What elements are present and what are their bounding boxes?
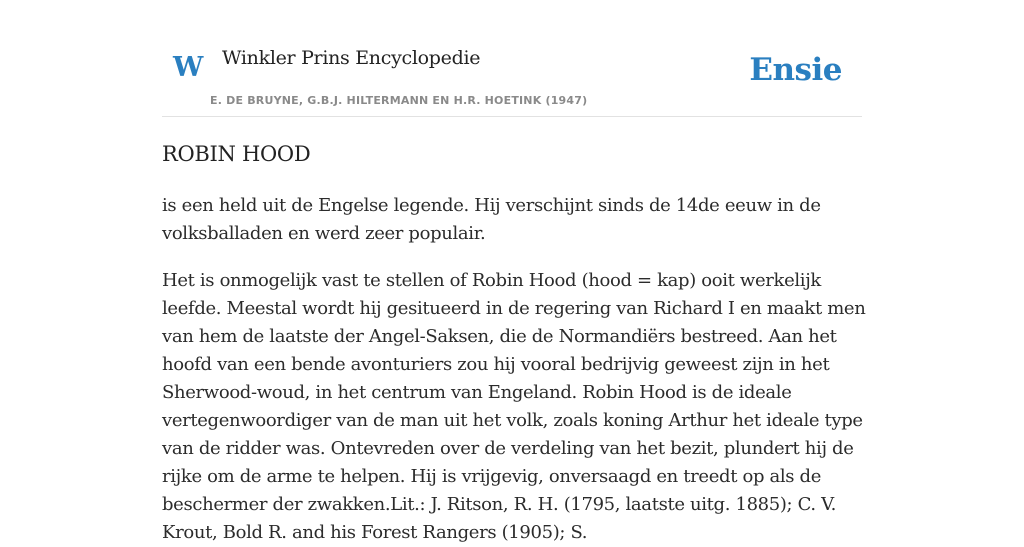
article-paragraph: Het is onmogelijk vast te stellen of Robin Hood (hood = kap) ooit werkelijk leefde. Meestal wordt hij gesitueerd in de regering van Richard I en maakt men van hem de laatste der Angel-Saksen, die de Normandiërs bestreed. Aan het hoofd van een bende avonturiers zou hij vooral bedrijvig geweest zijn in het Sherwood-woud, in het centrum van Engeland. Robin Hood is de ideale vertegenwoordiger van de man uit het volk, zoals koning Arthur het ideale type van de ridder was. Ontevreden over de verdeling van het bezit, plundert hij de rijke om de arme te helpen. Hij is vrijgevig, onversaagd en treedt op als de beschermer der zwakken.Lit.: J. Ritson, R. H. (1795, laatste uitg. 1885); C. V. Krout, Bold R. and his Forest Rangers (1905); S.: [162, 270, 866, 543]
article-paragraph: is een held uit de Engelse legende. Hij verschijnt sinds de 14de eeuw in de volksballaden en werd zeer populair.: [162, 195, 821, 244]
ensie-brand-logo[interactable]: Ensie: [749, 52, 842, 88]
encyclopedia-logo[interactable]: W: [173, 52, 204, 83]
encyclopedia-authors: E. DE BRUYNE, G.B.J. HILTERMANN EN H.R. HOETINK (1947): [210, 94, 588, 107]
article: [162, 138, 867, 547]
article-title: ROBIN HOOD: [162, 142, 311, 166]
site-header: [162, 0, 862, 117]
encyclopedia-title[interactable]: Winkler Prins Encyclopedie: [222, 47, 481, 69]
